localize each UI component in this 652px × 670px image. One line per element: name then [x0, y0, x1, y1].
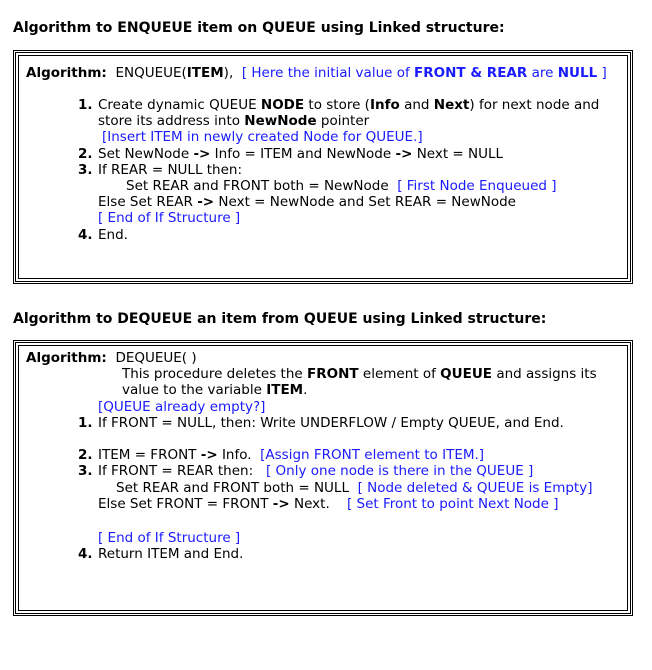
dequeue-algorithm-box: [13, 340, 633, 616]
dequeue-next-node-comment: [ Set Front to point Next Node ]: [346, 496, 559, 512]
enqueue-step-1-comment: [Insert ITEM in newly created Node for QUEUE.]: [102, 129, 423, 145]
dequeue-step-3-else: Else Set FRONT = FRONT -> Next. [ Set Front to point Next Node ]: [98, 496, 559, 512]
enqueue-step-4: 4. End.: [78, 227, 128, 243]
dequeue-step-4: 4. Return ITEM and End.: [78, 546, 244, 562]
enqueue-step-2: 2. Set NewNode -> Info = ITEM and NewNode -> Next = NULL: [78, 146, 504, 162]
enqueue-title-line: [26, 65, 607, 81]
dequeue-step-3: 3. If FRONT = REAR then: [ Only one node is there in the QUEUE ]: [78, 463, 534, 479]
dequeue-assign-comment: [Assign FRONT element to ITEM.]: [260, 447, 485, 463]
dequeue-name: DEQUEUE( ): [115, 350, 197, 366]
dequeue-heading: Algorithm to DEQUEUE an item from QUEUE using Linked structure:: [13, 311, 547, 327]
dequeue-step-3-then: Set REAR and FRONT both = NULL [ Node deleted & QUEUE is Empty]: [116, 480, 593, 496]
enqueue-algorithm-box: [13, 50, 633, 284]
enqueue-initial-note: [ Here the initial value of FRONT & REAR are NULL ]: [241, 65, 607, 81]
dequeue-empty-comment: [QUEUE already empty?]: [98, 399, 266, 415]
enqueue-first-node-comment: [ First Node Enqueued ]: [397, 178, 557, 194]
dequeue-step-2: 2. ITEM = FRONT -> Info. [Assign FRONT element to ITEM.]: [78, 447, 485, 463]
dequeue-one-node-comment: [ Only one node is there in the QUEUE ]: [266, 463, 534, 479]
dequeue-end-if: [ End of If Structure ]: [98, 530, 241, 546]
dequeue-title-line: [26, 350, 197, 366]
enqueue-step-3-else: Else Set REAR -> Next = NewNode and Set REAR = NewNode: [98, 194, 516, 210]
dequeue-description-2: value to the variable ITEM.: [122, 382, 308, 398]
enqueue-step-1-cont: store its address into NewNode pointer: [98, 113, 370, 129]
dequeue-description-1: This procedure deletes the FRONT element of QUEUE and assigns its: [122, 366, 597, 382]
enqueue-name: ENQUEUE(ITEM),: [115, 65, 234, 81]
enqueue-step-1: 1. Create dynamic QUEUE NODE to store (Info and Next) for next node and: [78, 97, 600, 113]
enqueue-end-if: [ End of If Structure ]: [98, 210, 241, 226]
enqueue-step-3: 3. If REAR = NULL then:: [78, 162, 243, 178]
enqueue-heading: Algorithm to ENQUEUE item on QUEUE using Linked structure:: [13, 20, 505, 36]
algorithm-label: Algorithm:: [26, 65, 107, 81]
algorithm-label: Algorithm:: [26, 350, 107, 366]
dequeue-node-deleted-comment: [ Node deleted & QUEUE is Empty]: [357, 480, 593, 496]
dequeue-step-1: 1. If FRONT = NULL, then: Write UNDERFLOW / Empty QUEUE, and End.: [78, 415, 564, 431]
enqueue-step-3-then: Set REAR and FRONT both = NewNode [ First Node Enqueued ]: [126, 178, 557, 194]
